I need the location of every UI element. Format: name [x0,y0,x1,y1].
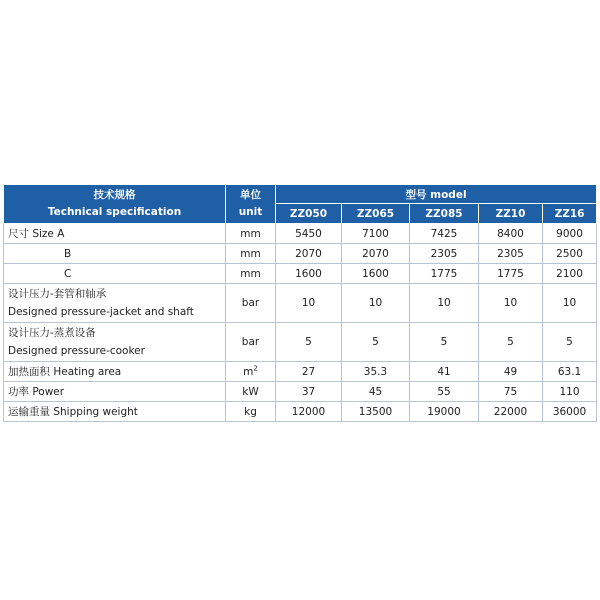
cell: 5450 [276,224,342,244]
row-unit [226,362,276,382]
table-row-pressure-jacket [4,284,597,323]
model-zz16: ZZ16 [543,204,597,224]
spec-header-cn: 技术规格 [93,189,136,201]
cell: 37 [276,382,342,402]
cell: 10 [342,284,410,323]
cell: 10 [543,284,597,323]
unit-header [226,185,276,224]
model-zz065: ZZ065 [342,204,410,224]
cell: 1775 [479,264,543,284]
cell: 2305 [410,244,479,264]
cell: 110 [543,382,597,402]
cell: 5 [276,323,342,362]
cell: 2500 [543,244,597,264]
cell: 10 [410,284,479,323]
row-unit: kW [226,382,276,402]
cell: 75 [479,382,543,402]
model-header: 型号 model [276,185,597,204]
cell: 9000 [543,224,597,244]
table-row-size-a [4,224,597,244]
cell: 27 [276,362,342,382]
row-label: C [4,264,226,284]
technical-spec-table [3,184,597,422]
cell: 45 [342,382,410,402]
model-zz085: ZZ085 [410,204,479,224]
cell: 5 [342,323,410,362]
cell: 5 [543,323,597,362]
row-label [4,284,226,323]
unit-header-cn: 单位 [240,189,261,201]
row-unit: mm [226,224,276,244]
cell: 10 [479,284,543,323]
row-unit: bar [226,323,276,362]
cell: 35.3 [342,362,410,382]
cell: 49 [479,362,543,382]
row-label-en: Designed pressure-jacket and shaft [8,306,194,318]
table-row-pressure-cooker [4,323,597,362]
cell: 10 [276,284,342,323]
row-unit: kg [226,402,276,422]
row-label: 运输重量 Shipping weight [4,402,226,422]
row-label: 尺寸 Size A [4,224,226,244]
cell: 55 [410,382,479,402]
cell: 36000 [543,402,597,422]
cell: 5 [410,323,479,362]
cell: 2100 [543,264,597,284]
cell: 2070 [342,244,410,264]
cell: 22000 [479,402,543,422]
row-label: B [4,244,226,264]
row-unit: mm [226,264,276,284]
row-label: 功率 Power [4,382,226,402]
cell: 7425 [410,224,479,244]
cell: 41 [410,362,479,382]
row-unit: bar [226,284,276,323]
row-label [4,323,226,362]
cell: 12000 [276,402,342,422]
model-zz10: ZZ10 [479,204,543,224]
cell: 19000 [410,402,479,422]
model-zz050: ZZ050 [276,204,342,224]
cell: 1600 [342,264,410,284]
spec-header [4,185,226,224]
unit-superscript: 2 [253,364,258,372]
cell: 8400 [479,224,543,244]
row-label: 加热面积 Heating area [4,362,226,382]
spec-header-en: Technical specification [47,206,182,218]
cell: 1775 [410,264,479,284]
cell: 2305 [479,244,543,264]
cell: 2070 [276,244,342,264]
unit-base: m [243,365,254,378]
row-label-cn: 设计压力-蒸煮设备 [8,327,96,339]
table-row-shipping-weight [4,402,597,422]
row-label-en: Designed pressure-cooker [8,345,145,357]
row-label-cn: 设计压力-套管和轴承 [8,288,107,300]
cell: 63.1 [543,362,597,382]
cell: 13500 [342,402,410,422]
table-row-power [4,382,597,402]
header-row-top [4,185,597,204]
table-row-size-b [4,244,597,264]
cell: 7100 [342,224,410,244]
table-row-heating-area [4,362,597,382]
cell: 5 [479,323,543,362]
table-row-size-c [4,264,597,284]
row-unit: mm [226,244,276,264]
unit-header-en: unit [238,206,263,218]
cell: 1600 [276,264,342,284]
